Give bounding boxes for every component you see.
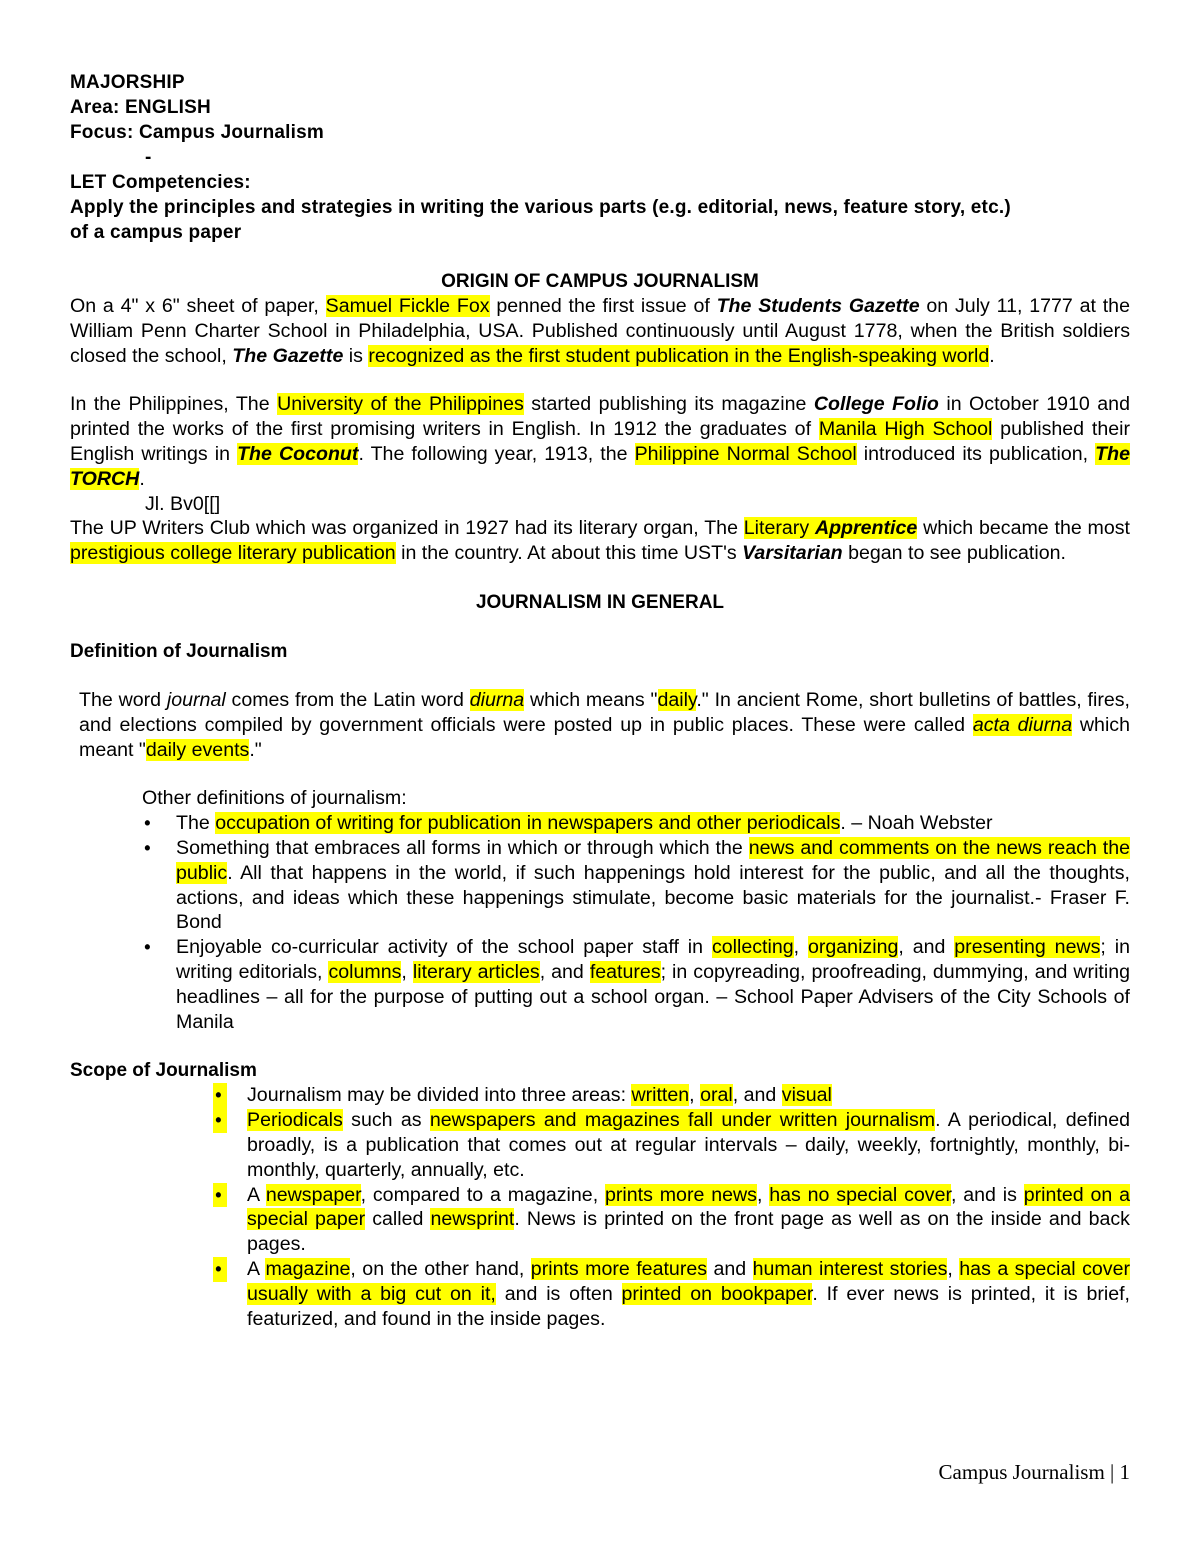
dash-line: - xyxy=(145,147,152,168)
list-item: • A newspaper, compared to a magazine, prints more news, has no special cover, and is printed on a special paper called newsprint. News is printed on the front page as well as on the inside and back pages. xyxy=(215,1183,1130,1256)
stray-text: Jl. Bv0[[] xyxy=(145,492,221,515)
list-item: • A magazine, on the other hand, prints more features and human interest stories, has a special cover usually with a big cut on it, and is often printed on bookpaper. If ever news is printed, it is brief, featurized, and found in the inside pages. xyxy=(215,1257,1131,1330)
area-label: Area: ENGLISH xyxy=(70,97,211,118)
origin-title: ORIGIN OF CAMPUS JOURNALISM xyxy=(441,271,759,292)
list-item: • Enjoyable co-curricular activity of the school paper staff in collecting, organizing, and presenting news; in writing editorials, columns, literary articles, and features; in copyreading, proofreading, dummying, and writing headlines – all for the purpose of putting out a school organ. – School Paper Advisers of the City Schools of Manila xyxy=(144,936,1131,1033)
competency-line-2: of a campus paper xyxy=(70,222,242,243)
scope-list xyxy=(70,1083,1130,1331)
definition-paragraph: The word journal comes from the Latin word diurna which means "daily." In ancient Rome, short bulletins of battles, fires, and elections compiled by government officials were posted up in public places. These were called acta diurna which meant "daily events." xyxy=(79,688,1130,761)
journalism-general-title: JOURNALISM IN GENERAL xyxy=(475,591,725,613)
competency-line-1: Apply the principles and strategies in writing the various parts (e.g. editorial, news, feature story, etc.) xyxy=(70,197,1011,218)
other-definitions-intro: Other definitions of journalism: xyxy=(142,787,407,810)
definitions-list xyxy=(70,811,1130,1034)
focus-label: Focus: Campus Journalism xyxy=(70,122,324,143)
list-item: • Periodicals such as newspapers and magazines fall under written journalism. A periodical, defined broadly, is a publication that comes out at regular intervals – daily, weekly, fortnightly, monthly, bi-monthly, quarterly, annually, etc. xyxy=(215,1109,1130,1181)
let-competencies-label: LET Competencies: xyxy=(70,172,251,193)
list-item: • Journalism may be divided into three areas: written, oral, and visual xyxy=(215,1084,832,1107)
origin-paragraph-3: The UP Writers Club which was organized in 1927 had its literary organ, The Literary Apprentice which became the most prestigious college literary publication in the country. At about this time UST's Varsitarian began to see publication. xyxy=(70,517,1131,565)
list-item: • Something that embraces all forms in which or through which the news and comments on the news reach the public. All that happens in the world, if such happenings hold interest for the public, and all the thoughts, actions, and ideas which these happenings stimulate, become basic materials for the journalist.- Fraser F. Bond xyxy=(144,836,1131,934)
page-footer: Campus Journalism | 1 xyxy=(938,1460,1130,1484)
origin-paragraph-1: On a 4" x 6" sheet of paper, Samuel Fickle Fox penned the first issue of The Students Gazette on July 11, 1777 at the William Penn Charter School in Philadelphia, USA. Published continuously until August 1778, when the British soldiers closed the school, The Gazette is recognized as the first student publication in the English-speaking world. xyxy=(70,295,1130,367)
majorship-label: MAJORSHIP xyxy=(70,72,185,93)
definition-heading: Definition of Journalism xyxy=(70,640,288,662)
list-item: • The occupation of writing for publication in newspapers and other periodicals. – Noah Webster xyxy=(144,812,993,835)
document-page xyxy=(70,70,1130,1331)
scope-heading: Scope of Journalism xyxy=(70,1060,257,1082)
origin-paragraph-2: In the Philippines, The University of the Philippines started publishing its magazine College Folio in October 1910 and printed the works of the first promising writers in English. In 1912 the graduates of Manila High School published their English writings in The Coconut. The following year, 1913, the Philippine Normal School introduced its publication, The TORCH. xyxy=(70,393,1130,490)
